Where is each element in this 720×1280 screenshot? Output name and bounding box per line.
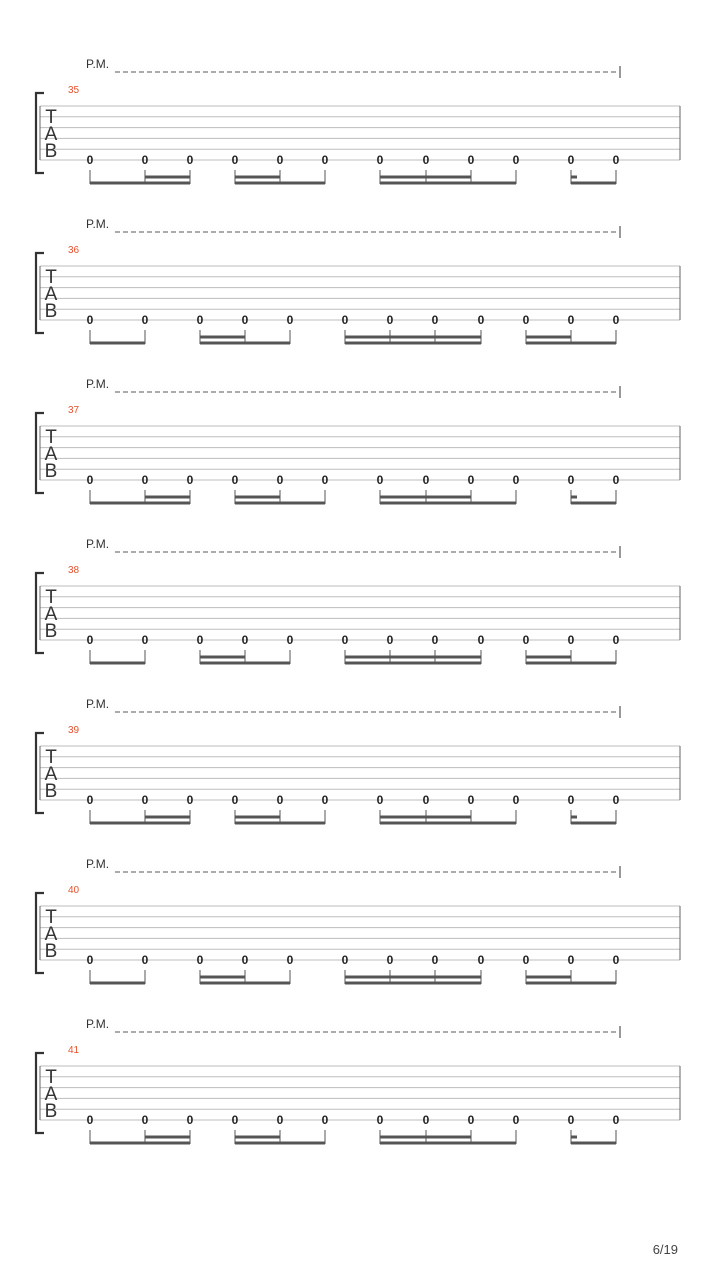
fret-number: 0 [186, 153, 194, 167]
secondary-beam [380, 176, 471, 179]
palm-mute-label: P.M. [86, 57, 110, 71]
tab-system [36, 857, 680, 985]
measure-number: 36 [68, 245, 80, 256]
fret-number: 0 [286, 953, 294, 967]
fret-number: 0 [196, 953, 204, 967]
fret-number: 0 [231, 473, 239, 487]
secondary-beam [145, 1136, 190, 1139]
fret-number: 0 [467, 793, 475, 807]
beam [90, 502, 190, 505]
fret-number: 0 [196, 633, 204, 647]
fret-number: 0 [141, 953, 149, 967]
fret-number: 0 [241, 633, 249, 647]
tab-system [36, 217, 680, 345]
fret-number: 0 [612, 153, 620, 167]
tab-clef-letter: B [44, 141, 58, 162]
tab-system [36, 697, 680, 825]
tab-clef-letter: B [44, 621, 58, 642]
fret-number: 0 [341, 633, 349, 647]
beam [380, 822, 516, 825]
measure-number: 35 [68, 85, 80, 96]
fret-number: 0 [86, 633, 94, 647]
tab-clef-letter: A [44, 1084, 58, 1105]
fret-number: 0 [86, 473, 94, 487]
fret-number: 0 [512, 473, 520, 487]
tab-clef-letter: B [44, 941, 58, 962]
secondary-beam [200, 976, 245, 979]
tab-clef-letter: T [45, 747, 57, 768]
fret-number: 0 [286, 313, 294, 327]
secondary-beam [145, 816, 190, 819]
fret-number: 0 [431, 633, 439, 647]
fret-number: 0 [422, 1113, 430, 1127]
secondary-beam [345, 656, 481, 659]
fret-number: 0 [422, 153, 430, 167]
fret-number: 0 [567, 153, 575, 167]
fret-number: 0 [186, 793, 194, 807]
page-number: 6/19 [652, 1242, 678, 1257]
fret-number: 0 [286, 633, 294, 647]
fret-number: 0 [477, 953, 485, 967]
fret-number: 0 [522, 953, 530, 967]
fret-number: 0 [512, 1113, 520, 1127]
tab-clef-letter: B [44, 781, 58, 802]
palm-mute-label: P.M. [86, 537, 110, 551]
fret-number: 0 [522, 633, 530, 647]
beam [200, 662, 290, 665]
fret-number: 0 [376, 153, 384, 167]
fret-number: 0 [231, 1113, 239, 1127]
measure-number: 38 [68, 565, 80, 576]
fret-number: 0 [321, 153, 329, 167]
fret-number: 0 [467, 473, 475, 487]
fret-number: 0 [376, 793, 384, 807]
fret-number: 0 [467, 153, 475, 167]
secondary-beam [200, 336, 245, 339]
tab-clef-letter: A [44, 604, 58, 625]
fret-number: 0 [86, 1113, 94, 1127]
fret-number: 0 [276, 153, 284, 167]
tab-clef-letter: T [45, 587, 57, 608]
fret-number: 0 [522, 313, 530, 327]
tab-clef-letter: T [45, 267, 57, 288]
palm-mute-label: P.M. [86, 377, 110, 391]
tab-clef-letter: A [44, 444, 58, 465]
beam [90, 982, 145, 985]
beam [345, 342, 481, 345]
tab-clef-letter: A [44, 124, 58, 145]
beam [380, 182, 516, 185]
fret-number: 0 [86, 153, 94, 167]
fret-number: 0 [512, 153, 520, 167]
tab-system [36, 377, 680, 505]
beam [200, 342, 290, 345]
fret-number: 0 [196, 313, 204, 327]
secondary-beam [235, 176, 280, 179]
partial-beam [571, 1136, 577, 1139]
secondary-beam [380, 496, 471, 499]
fret-number: 0 [512, 793, 520, 807]
secondary-beam [526, 336, 571, 339]
secondary-beam [380, 1136, 471, 1139]
fret-number: 0 [141, 313, 149, 327]
secondary-beam [200, 656, 245, 659]
fret-number: 0 [422, 473, 430, 487]
fret-number: 0 [341, 313, 349, 327]
fret-number: 0 [341, 953, 349, 967]
fret-number: 0 [612, 633, 620, 647]
beam [380, 1142, 516, 1145]
fret-number: 0 [422, 793, 430, 807]
tab-clef-letter: T [45, 427, 57, 448]
secondary-beam [380, 816, 471, 819]
secondary-beam [345, 976, 481, 979]
palm-mute-label: P.M. [86, 1017, 110, 1031]
fret-number: 0 [276, 793, 284, 807]
fret-number: 0 [567, 473, 575, 487]
fret-number: 0 [431, 953, 439, 967]
secondary-beam [235, 496, 280, 499]
fret-number: 0 [141, 793, 149, 807]
fret-number: 0 [386, 633, 394, 647]
fret-number: 0 [612, 793, 620, 807]
fret-number: 0 [567, 1113, 575, 1127]
beam [380, 502, 516, 505]
partial-beam [571, 816, 577, 819]
beam [90, 1142, 190, 1145]
fret-number: 0 [241, 313, 249, 327]
fret-number: 0 [612, 1113, 620, 1127]
fret-number: 0 [386, 953, 394, 967]
beam [90, 342, 145, 345]
beam [571, 822, 616, 825]
measure-number: 41 [68, 1045, 80, 1056]
beam [345, 662, 481, 665]
measure-number: 39 [68, 725, 80, 736]
fret-number: 0 [612, 473, 620, 487]
beam [571, 502, 616, 505]
fret-number: 0 [186, 1113, 194, 1127]
fret-number: 0 [567, 953, 575, 967]
palm-mute-label: P.M. [86, 697, 110, 711]
tab-clef-letter: T [45, 107, 57, 128]
secondary-beam [145, 496, 190, 499]
fret-number: 0 [477, 313, 485, 327]
beam [526, 342, 616, 345]
tab-system [36, 57, 680, 185]
fret-number: 0 [141, 1113, 149, 1127]
secondary-beam [345, 336, 481, 339]
measure-number: 40 [68, 885, 80, 896]
beam [571, 1142, 616, 1145]
beam [235, 822, 325, 825]
secondary-beam [145, 176, 190, 179]
tab-clef-letter: B [44, 1101, 58, 1122]
beam [235, 1142, 325, 1145]
fret-number: 0 [231, 793, 239, 807]
beam [200, 982, 290, 985]
fret-number: 0 [386, 313, 394, 327]
beam [90, 822, 190, 825]
fret-number: 0 [241, 953, 249, 967]
secondary-beam [235, 816, 280, 819]
partial-beam [571, 496, 577, 499]
tab-clef-letter: A [44, 284, 58, 305]
beam [345, 982, 481, 985]
beam [235, 502, 325, 505]
tab-system [36, 537, 680, 665]
fret-number: 0 [86, 953, 94, 967]
fret-number: 0 [276, 473, 284, 487]
fret-number: 0 [567, 313, 575, 327]
fret-number: 0 [321, 473, 329, 487]
beam [235, 182, 325, 185]
tab-clef-letter: A [44, 924, 58, 945]
fret-number: 0 [612, 313, 620, 327]
fret-number: 0 [186, 473, 194, 487]
measure-number: 37 [68, 405, 80, 416]
tab-system [36, 1017, 680, 1145]
fret-number: 0 [376, 473, 384, 487]
fret-number: 0 [567, 793, 575, 807]
fret-number: 0 [86, 313, 94, 327]
tab-clef-letter: A [44, 764, 58, 785]
fret-number: 0 [276, 1113, 284, 1127]
fret-number: 0 [321, 1113, 329, 1127]
fret-number: 0 [141, 153, 149, 167]
secondary-beam [235, 1136, 280, 1139]
partial-beam [571, 176, 577, 179]
fret-number: 0 [231, 153, 239, 167]
fret-number: 0 [431, 313, 439, 327]
palm-mute-label: P.M. [86, 857, 110, 871]
fret-number: 0 [612, 953, 620, 967]
tab-clef-letter: B [44, 301, 58, 322]
fret-number: 0 [567, 633, 575, 647]
tab-clef-letter: B [44, 461, 58, 482]
beam [526, 662, 616, 665]
beam [571, 182, 616, 185]
tab-clef-letter: T [45, 907, 57, 928]
beam [90, 182, 190, 185]
fret-number: 0 [141, 633, 149, 647]
fret-number: 0 [141, 473, 149, 487]
secondary-beam [526, 976, 571, 979]
palm-mute-label: P.M. [86, 217, 110, 231]
fret-number: 0 [321, 793, 329, 807]
tab-clef-letter: T [45, 1067, 57, 1088]
fret-number: 0 [477, 633, 485, 647]
beam [90, 662, 145, 665]
fret-number: 0 [86, 793, 94, 807]
fret-number: 0 [376, 1113, 384, 1127]
fret-number: 0 [467, 1113, 475, 1127]
secondary-beam [526, 656, 571, 659]
beam [526, 982, 616, 985]
